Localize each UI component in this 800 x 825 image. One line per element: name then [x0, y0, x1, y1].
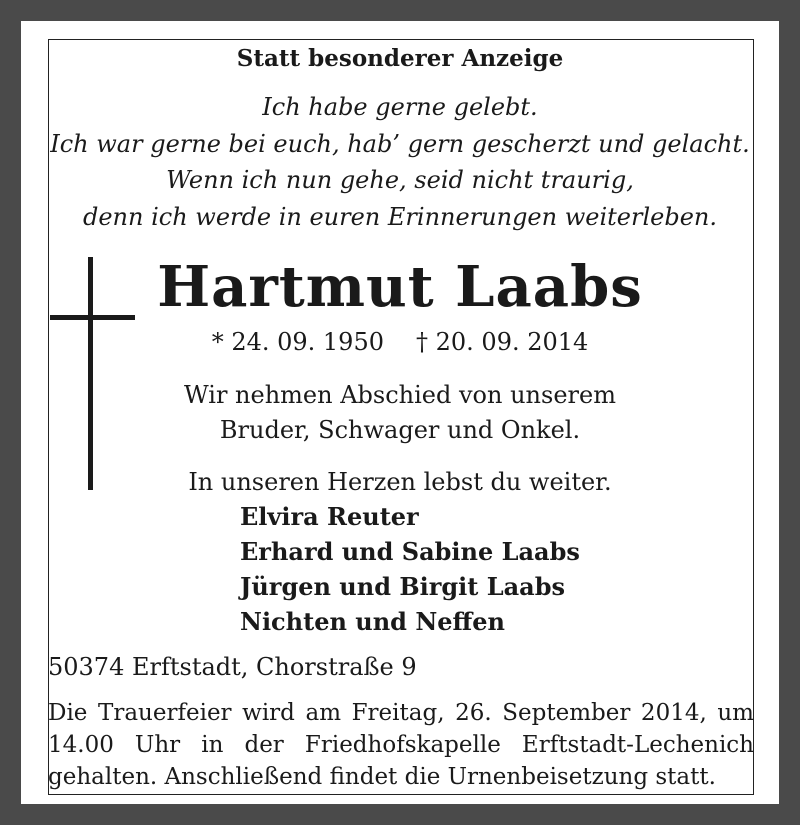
signer: Jürgen und Birgit Laabs [240, 572, 565, 601]
farewell-line: Wir nehmen Abschied von unserem [184, 381, 616, 409]
heart-line: In unseren Herzen lebst du weiter. [188, 468, 612, 496]
poem-line: Wenn ich nun gehe, seid nicht traurig, [166, 166, 634, 194]
poem-line: denn ich werde in euren Erinnerungen weiterleben. [82, 202, 717, 231]
notice-heading: Statt besonderer Anzeige [236, 45, 564, 72]
deceased-name: Hartmut Laabs [157, 254, 643, 320]
poem-line: Ich war gerne bei euch, hab’ gern gescherzt und gelacht. [50, 129, 750, 158]
life-dates [21, 324, 779, 360]
memorial-poem [21, 89, 779, 235]
birth-date: * 24. 09. 1950 [211, 328, 384, 356]
signer: Elvira Reuter [240, 502, 419, 531]
signer: Nichten und Neffen [240, 607, 505, 636]
address: 50374 Erftstadt, Chorstraße 9 [48, 653, 417, 681]
signer: Erhard und Sabine Laabs [240, 537, 580, 566]
farewell-text [21, 378, 779, 448]
farewell-line: Bruder, Schwager und Onkel. [219, 416, 581, 444]
death-date: † 20. 09. 2014 [416, 328, 589, 356]
ceremony-info: Die Trauerfeier wird am Freitag, 26. September 2014, um 14.00 Uhr in der Friedhofskapelle Erftstadt-Lechenich gehalten. Anschließend findet die Urnenbeisetzung statt. [48, 700, 754, 790]
signers-list [240, 499, 580, 639]
poem-line: Ich habe gerne gelebt. [262, 93, 538, 121]
obituary-notice [21, 21, 779, 804]
